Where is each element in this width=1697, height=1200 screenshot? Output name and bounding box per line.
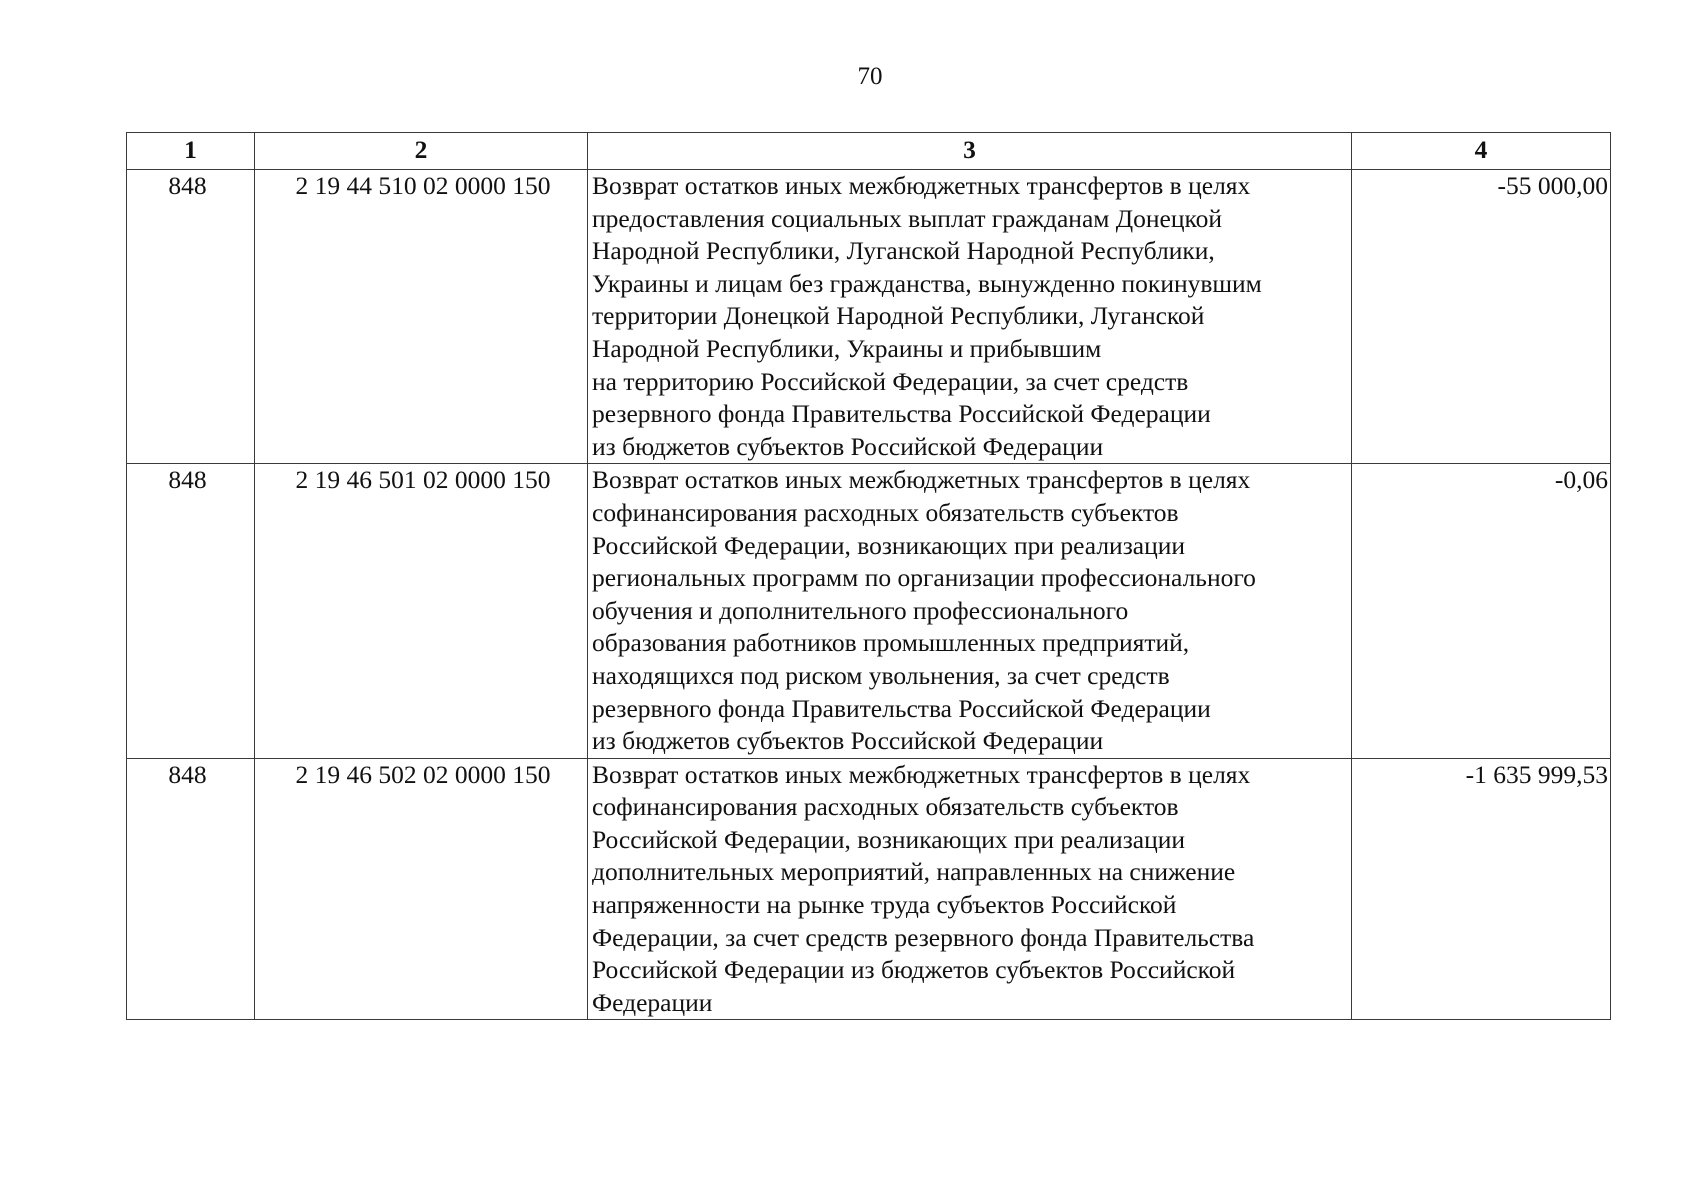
admin-code-cell: 848 <box>127 464 255 758</box>
description-cell <box>588 464 1352 758</box>
description-line: софинансирования расходных обязательств субъектов <box>592 792 1179 822</box>
description-line: резервного фонда Правительства Российской Федерации <box>592 693 1211 723</box>
amount-cell: -55 000,00 <box>1352 170 1611 464</box>
description-line: предоставления социальных выплат гражданам Донецкой <box>592 203 1223 233</box>
description-line: образования работников промышленных предприятий, <box>592 628 1190 658</box>
admin-code-cell: 848 <box>127 758 255 1020</box>
description-line: софинансирования расходных обязательств субъектов <box>592 497 1179 527</box>
description-line: Возврат остатков иных межбюджетных трансфертов в целях <box>592 759 1251 789</box>
table-row <box>127 758 1611 1020</box>
description-line: Российской Федерации из бюджетов субъектов Российской <box>592 955 1236 985</box>
column-header-2: 2 <box>255 133 588 170</box>
table-row <box>127 170 1611 464</box>
description-line: резервного фонда Правительства Российской Федерации <box>592 399 1211 429</box>
description-line: Российской Федерации, возникающих при реализации <box>592 824 1186 854</box>
budget-code-cell: 2 19 46 502 02 0000 150 <box>255 758 588 1020</box>
table-header <box>127 133 1611 170</box>
description-cell <box>588 170 1352 464</box>
description-line: из бюджетов субъектов Российской Федерации <box>592 726 1104 756</box>
budget-code-cell: 2 19 46 501 02 0000 150 <box>255 464 588 758</box>
admin-code-cell: 848 <box>127 170 255 464</box>
column-header-1: 1 <box>127 133 255 170</box>
description-line: на территорию Российской Федерации, за счет средств <box>592 366 1189 396</box>
description-line: Возврат остатков иных межбюджетных трансфертов в целях <box>592 465 1251 495</box>
column-header-3: 3 <box>588 133 1352 170</box>
description-cell <box>588 758 1352 1020</box>
budget-table <box>126 132 1611 1020</box>
table-row <box>127 464 1611 758</box>
description-line: территории Донецкой Народной Республики, Луганской <box>592 301 1205 331</box>
description-line: обучения и дополнительного профессионального <box>592 595 1129 625</box>
description-line: Народной Республики, Украины и прибывшим <box>592 333 1102 363</box>
description-line: Российской Федерации, возникающих при реализации <box>592 530 1186 560</box>
description-line: Народной Республики, Луганской Народной Республики, <box>592 236 1215 266</box>
table-body <box>127 170 1611 1020</box>
page-number: 70 <box>857 63 883 90</box>
description-line: находящихся под риском увольнения, за счет средств <box>592 660 1170 690</box>
description-line: Украины и лицам без гражданства, вынужденно покинувшим <box>592 268 1262 298</box>
description-line: региональных программ по организации профессионального <box>592 563 1256 593</box>
budget-code-cell: 2 19 44 510 02 0000 150 <box>255 170 588 464</box>
description-line: дополнительных мероприятий, направленных на снижение <box>592 857 1236 887</box>
description-line: напряженности на рынке труда субъектов Российской <box>592 890 1177 920</box>
amount-cell: -1 635 999,53 <box>1352 758 1611 1020</box>
description-line: Возврат остатков иных межбюджетных трансфертов в целях <box>592 171 1251 200</box>
description-line: из бюджетов субъектов Российской Федерации <box>592 431 1104 461</box>
description-line: Федерации <box>592 987 713 1017</box>
column-header-4: 4 <box>1352 133 1611 170</box>
description-line: Федерации, за счет средств резервного фонда Правительства <box>592 922 1255 952</box>
header-row <box>127 133 1611 170</box>
amount-cell: -0,06 <box>1352 464 1611 758</box>
